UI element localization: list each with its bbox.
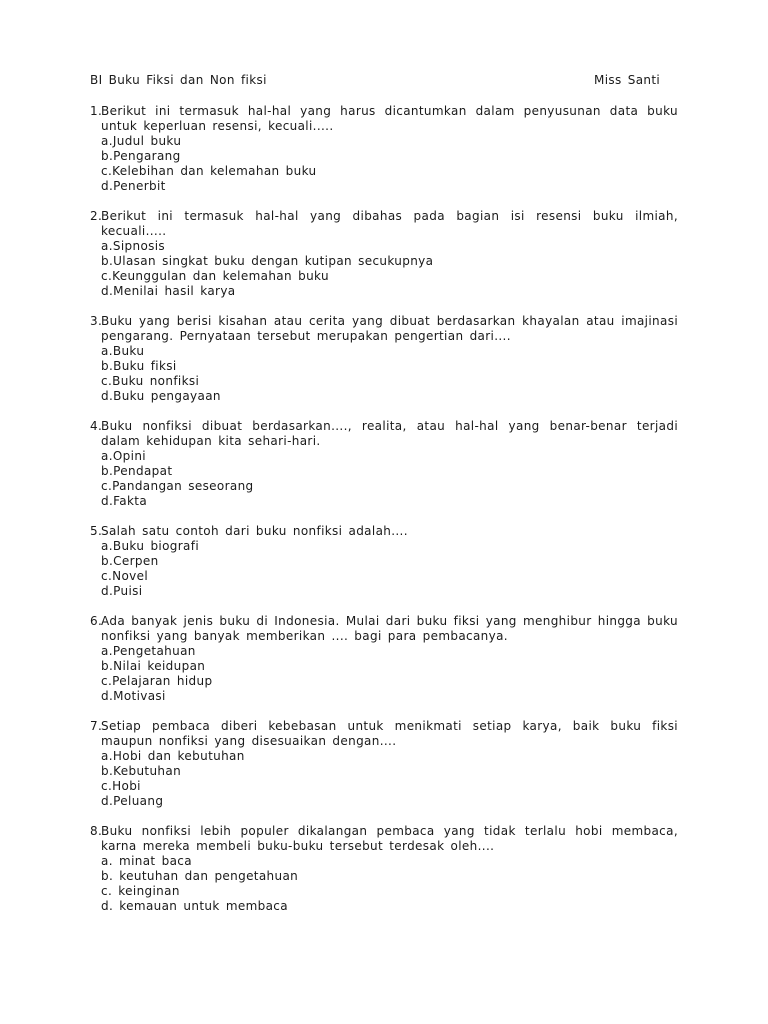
question-7 xyxy=(90,719,678,809)
option-list xyxy=(90,344,678,404)
option-letter: b. xyxy=(101,764,114,778)
option-text: Cerpen xyxy=(113,554,159,568)
option-letter: d. xyxy=(101,284,114,298)
option-text: Puisi xyxy=(113,584,143,598)
option-a xyxy=(101,644,678,659)
question-number: 5. xyxy=(90,524,103,538)
option-text: kemauan untuk membaca xyxy=(113,899,288,913)
question-5 xyxy=(90,524,678,599)
option-letter: d. xyxy=(101,179,114,193)
option-letter: d. xyxy=(101,899,114,913)
option-list xyxy=(90,449,678,509)
option-a xyxy=(101,854,678,869)
option-letter: d. xyxy=(101,584,114,598)
option-list xyxy=(90,749,678,809)
option-d xyxy=(101,389,678,404)
option-letter: c. xyxy=(101,164,113,178)
question-text: Setiap pembaca diberi kebebasan untuk menikmati setiap karya, baik buku fiksi maupun nonfiksi yang disesuaikan dengan.... xyxy=(101,719,678,748)
option-letter: c. xyxy=(101,269,113,283)
question-text: Berikut ini termasuk hal-hal yang dibahas pada bagian isi resensi buku ilmiah, kecuali..... xyxy=(101,209,678,238)
question-number: 4. xyxy=(90,419,103,433)
option-list xyxy=(90,239,678,299)
option-letter: b. xyxy=(101,659,114,673)
question-text: Buku yang berisi kisahan atau cerita yang dibuat berdasarkan khayalan atau imajinasi pengarang. Pernyataan tersebut merupakan pengertian dari.... xyxy=(101,314,678,343)
option-letter: c. xyxy=(101,374,113,388)
option-d xyxy=(101,689,678,704)
option-text: Keunggulan dan kelemahan buku xyxy=(112,269,329,283)
option-letter: a. xyxy=(101,134,113,148)
option-text: Pelajaran hidup xyxy=(112,674,213,688)
option-c xyxy=(101,884,678,899)
option-text: Menilai hasil karya xyxy=(113,284,236,298)
option-text: Hobi xyxy=(112,779,141,793)
option-text: Judul buku xyxy=(112,134,182,148)
option-list xyxy=(90,854,678,914)
option-text: Buku fiksi xyxy=(113,359,177,373)
option-c xyxy=(101,779,678,794)
question-3 xyxy=(90,314,678,404)
option-text: Nilai keidupan xyxy=(113,659,206,673)
option-text: Pendapat xyxy=(113,464,173,478)
page-header xyxy=(90,73,678,89)
option-letter: a. xyxy=(101,449,113,463)
option-text: Fakta xyxy=(113,494,148,508)
option-text: Kebutuhan xyxy=(113,764,182,778)
option-d xyxy=(101,584,678,599)
question-text: Ada banyak jenis buku di Indonesia. Mulai dari buku fiksi yang menghibur hingga buku nonfiksi yang banyak memberikan .... bagi para pembacanya. xyxy=(101,614,678,643)
option-b xyxy=(101,659,678,674)
option-a xyxy=(101,749,678,764)
option-a xyxy=(101,134,678,149)
option-text: Buku xyxy=(112,344,145,358)
option-text: Buku pengayaan xyxy=(113,389,221,403)
option-letter: c. xyxy=(101,674,113,688)
option-letter: b. xyxy=(101,359,114,373)
question-number: 7. xyxy=(90,719,103,733)
question-text: Buku nonfiksi dibuat berdasarkan...., realita, atau hal-hal yang benar-benar terjadi dalam kehidupan kita sehari-hari. xyxy=(101,419,678,448)
option-d xyxy=(101,899,678,914)
option-text: Sipnosis xyxy=(112,239,166,253)
question-number: 8. xyxy=(90,824,103,838)
option-letter: c. xyxy=(101,479,113,493)
option-d xyxy=(101,284,678,299)
option-letter: b. xyxy=(101,869,114,883)
question-number: 6. xyxy=(90,614,103,628)
question-8 xyxy=(90,824,678,914)
option-text: Pengarang xyxy=(113,149,181,163)
option-letter: a. xyxy=(101,644,113,658)
option-c xyxy=(101,164,678,179)
option-text: Penerbit xyxy=(113,179,166,193)
question-number: 3. xyxy=(90,314,103,328)
question-number: 2. xyxy=(90,209,103,223)
option-letter: d. xyxy=(101,494,114,508)
option-letter: b. xyxy=(101,554,114,568)
option-text: minat baca xyxy=(112,854,192,868)
question-number: 1. xyxy=(90,104,103,118)
option-c xyxy=(101,269,678,284)
question-2 xyxy=(90,209,678,299)
option-a xyxy=(101,539,678,554)
option-b xyxy=(101,869,678,884)
option-a xyxy=(101,344,678,359)
question-4 xyxy=(90,419,678,509)
option-list xyxy=(90,134,678,194)
option-text: Pengetahuan xyxy=(112,644,196,658)
question-6 xyxy=(90,614,678,704)
question-1 xyxy=(90,104,678,194)
option-a xyxy=(101,449,678,464)
option-d xyxy=(101,494,678,509)
option-letter: a. xyxy=(101,854,113,868)
option-text: Hobi dan kebutuhan xyxy=(112,749,245,763)
option-b xyxy=(101,764,678,779)
option-text: Peluang xyxy=(113,794,164,808)
option-letter: a. xyxy=(101,539,113,553)
option-b xyxy=(101,359,678,374)
document-title: BI Buku Fiksi dan Non fiksi xyxy=(90,73,267,87)
option-letter: c. xyxy=(101,779,113,793)
question-text: Buku nonfiksi lebih populer dikalangan pembaca yang tidak terlalu hobi membaca, karna mereka membeli buku-buku tersebut terdesak oleh.... xyxy=(101,824,678,853)
option-c xyxy=(101,479,678,494)
option-letter: a. xyxy=(101,239,113,253)
option-letter: d. xyxy=(101,794,114,808)
option-letter: a. xyxy=(101,344,113,358)
option-text: keinginan xyxy=(112,884,180,898)
question-text: Salah satu contoh dari buku nonfiksi adalah.... xyxy=(101,524,408,538)
teacher-name: Miss Santi xyxy=(594,73,661,87)
option-c xyxy=(101,674,678,689)
option-text: Motivasi xyxy=(113,689,166,703)
option-letter: b. xyxy=(101,464,114,478)
question-text: Berikut ini termasuk hal-hal yang harus dicantumkan dalam penyusunan data buku untuk keperluan resensi, kecuali..... xyxy=(101,104,678,133)
option-letter: c. xyxy=(101,569,113,583)
option-text: Opini xyxy=(112,449,146,463)
option-text: Novel xyxy=(112,569,149,583)
question-list xyxy=(90,104,678,929)
option-text: Buku biografi xyxy=(112,539,200,553)
option-text: Kelebihan dan kelemahan buku xyxy=(112,164,317,178)
option-b xyxy=(101,464,678,479)
option-b xyxy=(101,554,678,569)
option-c xyxy=(101,569,678,584)
option-text: keutuhan dan pengetahuan xyxy=(113,869,299,883)
option-text: Ulasan singkat buku dengan kutipan secukupnya xyxy=(113,254,434,268)
option-list xyxy=(90,539,678,599)
option-text: Buku nonfiksi xyxy=(112,374,200,388)
option-a xyxy=(101,239,678,254)
option-d xyxy=(101,794,678,809)
option-list xyxy=(90,644,678,704)
option-b xyxy=(101,149,678,164)
option-b xyxy=(101,254,678,269)
option-letter: b. xyxy=(101,254,114,268)
option-text: Pandangan seseorang xyxy=(112,479,254,493)
option-c xyxy=(101,374,678,389)
option-letter: a. xyxy=(101,749,113,763)
option-letter: b. xyxy=(101,149,114,163)
option-letter: d. xyxy=(101,389,114,403)
option-d xyxy=(101,179,678,194)
option-letter: c. xyxy=(101,884,113,898)
option-letter: d. xyxy=(101,689,114,703)
